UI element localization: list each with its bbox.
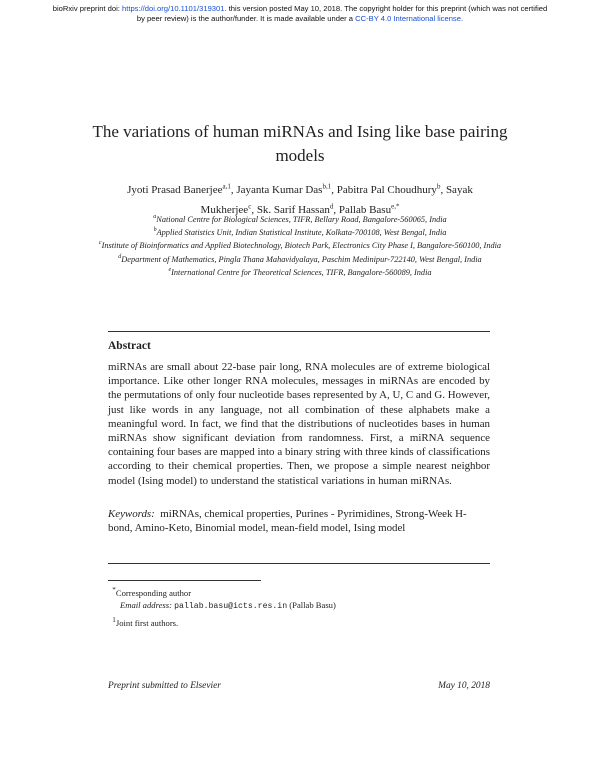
affiliation xyxy=(90,265,510,278)
joint-text: Joint first authors. xyxy=(115,617,179,628)
email-owner: (Pallab Basu) xyxy=(289,600,336,611)
affiliation-mark: c xyxy=(98,240,102,247)
abstract-body: miRNAs are small about 22-base pair long, RNA molecules are of extreme biological importance. Like other longer RNA molecules, messages in miRNAs are encoded by the permutations of only four nucleotide bases represented by A, U, C and G. However, just like words in any language, not all combination of these alphabets make a meaningful word. In fact, we find that the distributions of nucleotides bases in human miRNAs show significant deviation from randomness. First, a miRNA sequence containing four bases are mapped into a binary string with three kinds of classifications according to their chemical properties. Then, we propose a simple nearest neighbor model (Ising model) to understand the statistical variations in human miRNAs. xyxy=(108,361,490,487)
affiliation-text: Institute of Bioinformatics and Applied Biotechnology, Biotech Park, Electronics City Phase I, Bangalore-560100, India xyxy=(101,241,502,251)
author-name: Pabitra Pal Choudhury xyxy=(336,183,437,196)
footnote-corresponding xyxy=(108,584,490,599)
author-separator: , xyxy=(230,183,237,196)
author-separator: , xyxy=(440,183,446,196)
email-address[interactable]: pallab.basu@icts.res.in xyxy=(174,602,288,612)
author-separator: , xyxy=(331,183,337,196)
corresponding-text: Corresponding author xyxy=(115,587,192,598)
author xyxy=(337,184,446,196)
corresponding-mark: * xyxy=(112,586,116,594)
footnote-email xyxy=(108,599,490,614)
affiliation xyxy=(90,238,510,251)
affiliation-mark: b xyxy=(153,227,157,234)
footnote-rule xyxy=(108,580,261,581)
author-name: Jayanta Kumar Das xyxy=(236,183,323,196)
author-separator: , xyxy=(333,204,339,217)
footer-date: May 10, 2018 xyxy=(438,681,490,691)
footnotes xyxy=(108,584,490,630)
affiliation-mark: e xyxy=(168,266,172,273)
affiliation-text: Department of Mathematics, Pingla Thana Mahavidyalaya, Paschim Medinipur-722140, West Bengal, India xyxy=(121,254,482,264)
footnote-joint xyxy=(108,614,490,629)
affiliation-text: International Centre for Theoretical Sciences, TIFR, Bangalore-560089, India xyxy=(171,267,432,277)
affiliation xyxy=(90,225,510,238)
affiliation-mark: d xyxy=(118,253,122,260)
paper-title: The variations of human miRNAs and Ising like base pairing models xyxy=(92,122,508,165)
author-affiliation-mark: d xyxy=(329,202,334,211)
keywords-block xyxy=(108,507,490,536)
affiliation-mark: a xyxy=(153,214,157,220)
author-affiliation-mark: e,* xyxy=(391,202,400,211)
affiliation-list xyxy=(90,212,510,278)
author-name: Sayak Mukherjee xyxy=(200,183,473,217)
joint-mark: 1 xyxy=(112,616,116,625)
email-label: Email address: xyxy=(120,600,172,611)
doi-link[interactable]: https://doi.org/10.1101/319301 xyxy=(122,4,225,13)
keywords-text: miRNAs, chemical properties, Purines - Pyrimidines, Strong-Week H-bond, Amino-Keto, Binomial model, mean-field model, Ising model xyxy=(108,508,467,535)
abstract-bottom-rule xyxy=(108,563,490,564)
author-affiliation-mark: b xyxy=(436,182,441,190)
preprint-banner xyxy=(50,4,550,24)
author xyxy=(236,184,336,196)
affiliation-text: Applied Statistics Unit, Indian Statistical Institute, Kolkata-700108, West Bengal, India xyxy=(156,227,447,237)
affiliation xyxy=(90,252,510,265)
author-affiliation-mark: c xyxy=(248,202,252,211)
author-affiliation-mark: a,1 xyxy=(222,182,231,190)
author-name: Jyoti Prasad Banerjee xyxy=(127,183,223,196)
affiliation xyxy=(90,212,510,225)
abstract-heading: Abstract xyxy=(108,340,151,352)
abstract-top-rule xyxy=(108,331,490,332)
author xyxy=(127,184,236,196)
banner-middle: . this version posted May 10, 2018. The copyright holder for this preprint (which was not certified by peer review) is the author/funder. It is made available under a xyxy=(136,4,548,23)
footer-submitted: Preprint submitted to Elsevier xyxy=(108,681,221,691)
banner-prefix: bioRxiv preprint doi: xyxy=(52,4,122,13)
author-name: Sk. Sarif Hassan xyxy=(256,204,330,217)
license-link[interactable]: CC-BY 4.0 International license xyxy=(355,14,461,23)
affiliation-text: National Centre for Biological Sciences, TIFR, Bellary Road, Bangalore-560065, India xyxy=(156,214,447,224)
author-separator: , xyxy=(251,204,257,217)
keywords-label: Keywords: xyxy=(108,508,155,520)
author-affiliation-mark: b,1 xyxy=(322,182,332,190)
banner-suffix: . xyxy=(460,14,464,23)
author-name: Pallab Basu xyxy=(338,204,392,217)
